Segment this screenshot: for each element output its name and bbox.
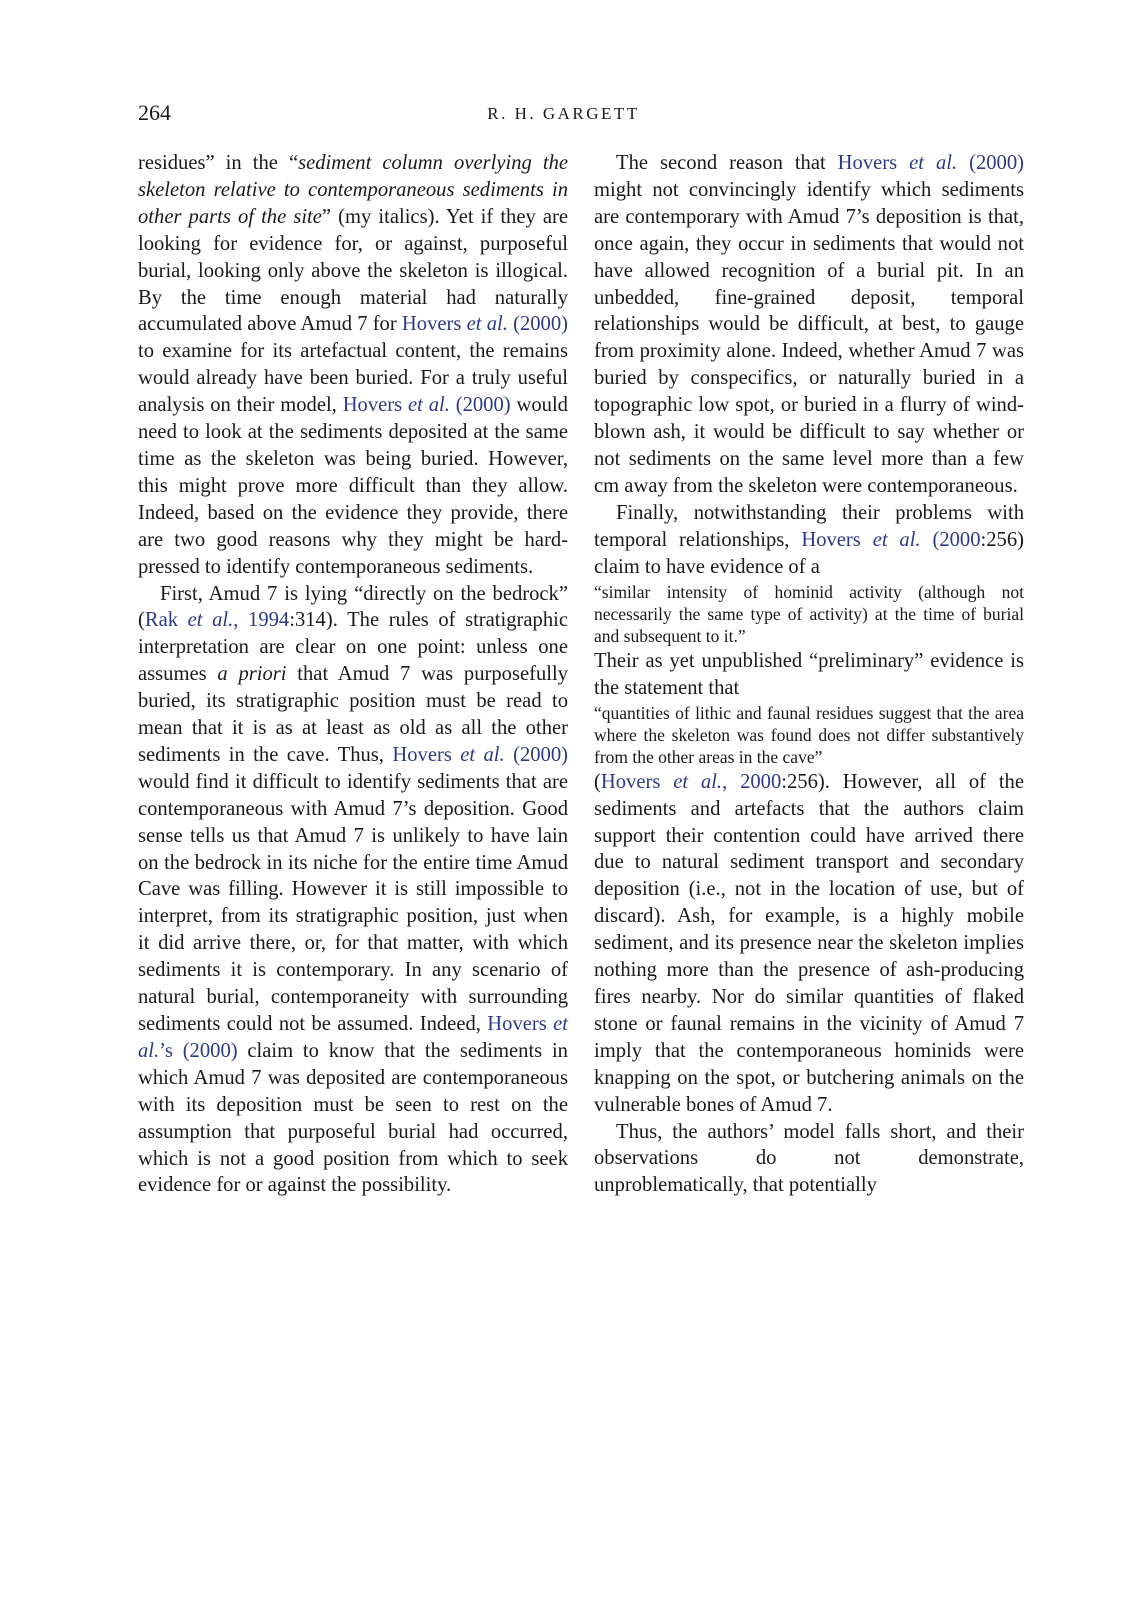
text: ” (my italics). Yet if they are looking for evidence for, or against, purposeful burial, looking only above the skeleton is illogical. By the time enough material had naturally accumulated above Amud 7 for — [138, 205, 568, 336]
text: :314). The rules of stratigraphic interpretation are clear on one point: unless one assumes — [138, 609, 569, 686]
citation-link[interactable]: Hovers et al. (2000 — [801, 528, 981, 551]
text: :256). However, all of the sediments and artefacts that the authors claim support their contention could have arrived there due to natural sediment transport and secondary deposition (i.e., not in the location of use, but of discard). Ash, for example, is a highly mobile sediment, and its presence near the skeleton implies nothing more than the presence of ash-producing fires nearby. Nor do similar quantities of flaked stone or faunal remains in the vicinity of Amud 7 imply that the contemporaneous hominids were knapping on the spot, or butchering animals on the vulnerable bones of Amud 7. — [594, 770, 1024, 1116]
paragraph: Thus, the authors’ model falls short, and their observations do not demonstrate, unproblematically, that potentially — [594, 1120, 1024, 1197]
paragraph — [594, 769, 1024, 1119]
block-quote: “quantities of lithic and faunal residues suggest that the area where the skeleton was found does not differ substantively from the other areas in the cave” — [594, 702, 1024, 768]
citation-link[interactable]: Hovers et al. (2000) — [342, 394, 511, 417]
left-column — [138, 150, 568, 1199]
text: claim to know that the sediments in which Amud 7 was deposited are contemporaneous with its deposition must be seen to rest on the assumption that purposeful burial had occurred, which is not a good position from which to seek evidence for or against the possibility. — [138, 1039, 568, 1197]
text: residues” in the “ — [138, 152, 299, 174]
text: that Amud 7 was purposefully buried, its stratigraphic position must be read to mean that it is as at least as old as all the other sediments in the cave. Thus, — [138, 663, 568, 766]
text: :256) claim to have evidence of a — [594, 528, 1024, 578]
italic-text: a priori — [217, 663, 287, 686]
right-column — [594, 150, 1024, 1199]
text: Finally, notwithstanding their problems with temporal relationships, — [594, 501, 1024, 551]
citation-link[interactable]: Hovers et al., 2000 — [600, 770, 782, 793]
paragraph — [594, 500, 1024, 581]
text: would find it difficult to identify sediments that are contemporaneous with Amud 7’s deposition. Good sense tells us that Amud 7 is unlikely to have lain on the bedrock in its niche for the entire time Amud Cave was filling. However it is still impossible to interpret, from its stratigraphic position, just when it did arrive there, or, for that matter, with which sediments it is contemporary. In any scenario of natural burial, contemporaneity with surrounding sediments could not be assumed. Indeed, — [138, 770, 568, 1035]
text: would need to look at the sediments deposited at the same time as the skeleton was being buried. However, this might prove more difficult than they allow. Indeed, based on the evidence they provide, there are two good reasons why they might be hard-pressed to identify contemporaneous sediments. — [138, 394, 568, 578]
block-quote: “similar intensity of hominid activity (although not necessarily the same type of activity) at the time of burial and subsequent to it.” — [594, 581, 1024, 647]
citation-link[interactable]: Hovers et al. (2000) — [401, 313, 568, 336]
text: First, Amud 7 is lying “directly on the bedrock” ( — [138, 582, 568, 632]
italic-text: sediment column overlying the skeleton relative to contemporaneous sediments in other parts of the site — [138, 152, 568, 228]
text: might not convincingly identify which sediments are contemporary with Amud 7’s deposition is that, once again, they occur in sediments that would not have allowed recognition of a burial pit. In an unbedded, fine-grained deposit, temporal relationships would be difficult, at best, to gauge from proximity alone. Indeed, whether Amud 7 was buried by conspecifics, or naturally buried in a topographic low spot, or buried in a flurry of wind-blown ash, it would be difficult to say whether or not sediments on the same level more than a few cm away from the skeleton were contemporaneous. — [594, 178, 1024, 497]
running-head: R. H. GARGETT — [487, 104, 640, 123]
paragraph: Their as yet unpublished “preliminary” evidence is the statement that — [594, 649, 1024, 699]
text: to examine for its artefactual content, the remains would already have been buried. For a truly useful analysis on their model, — [138, 340, 568, 417]
citation-link[interactable]: Hovers et al. (2000) — [837, 152, 1024, 174]
citation-link[interactable]: Hovers et al. (2000) — [392, 743, 568, 766]
paragraph — [138, 150, 568, 581]
paragraph — [594, 150, 1024, 500]
citation-link[interactable]: Rak et al., 1994 — [144, 609, 290, 632]
page-number: 264 — [138, 100, 171, 125]
text: The second reason that — [616, 152, 838, 174]
citation-link[interactable]: Hovers et al.’s (2000) — [138, 1013, 568, 1062]
text: ( — [594, 770, 601, 793]
paragraph — [138, 581, 568, 1200]
